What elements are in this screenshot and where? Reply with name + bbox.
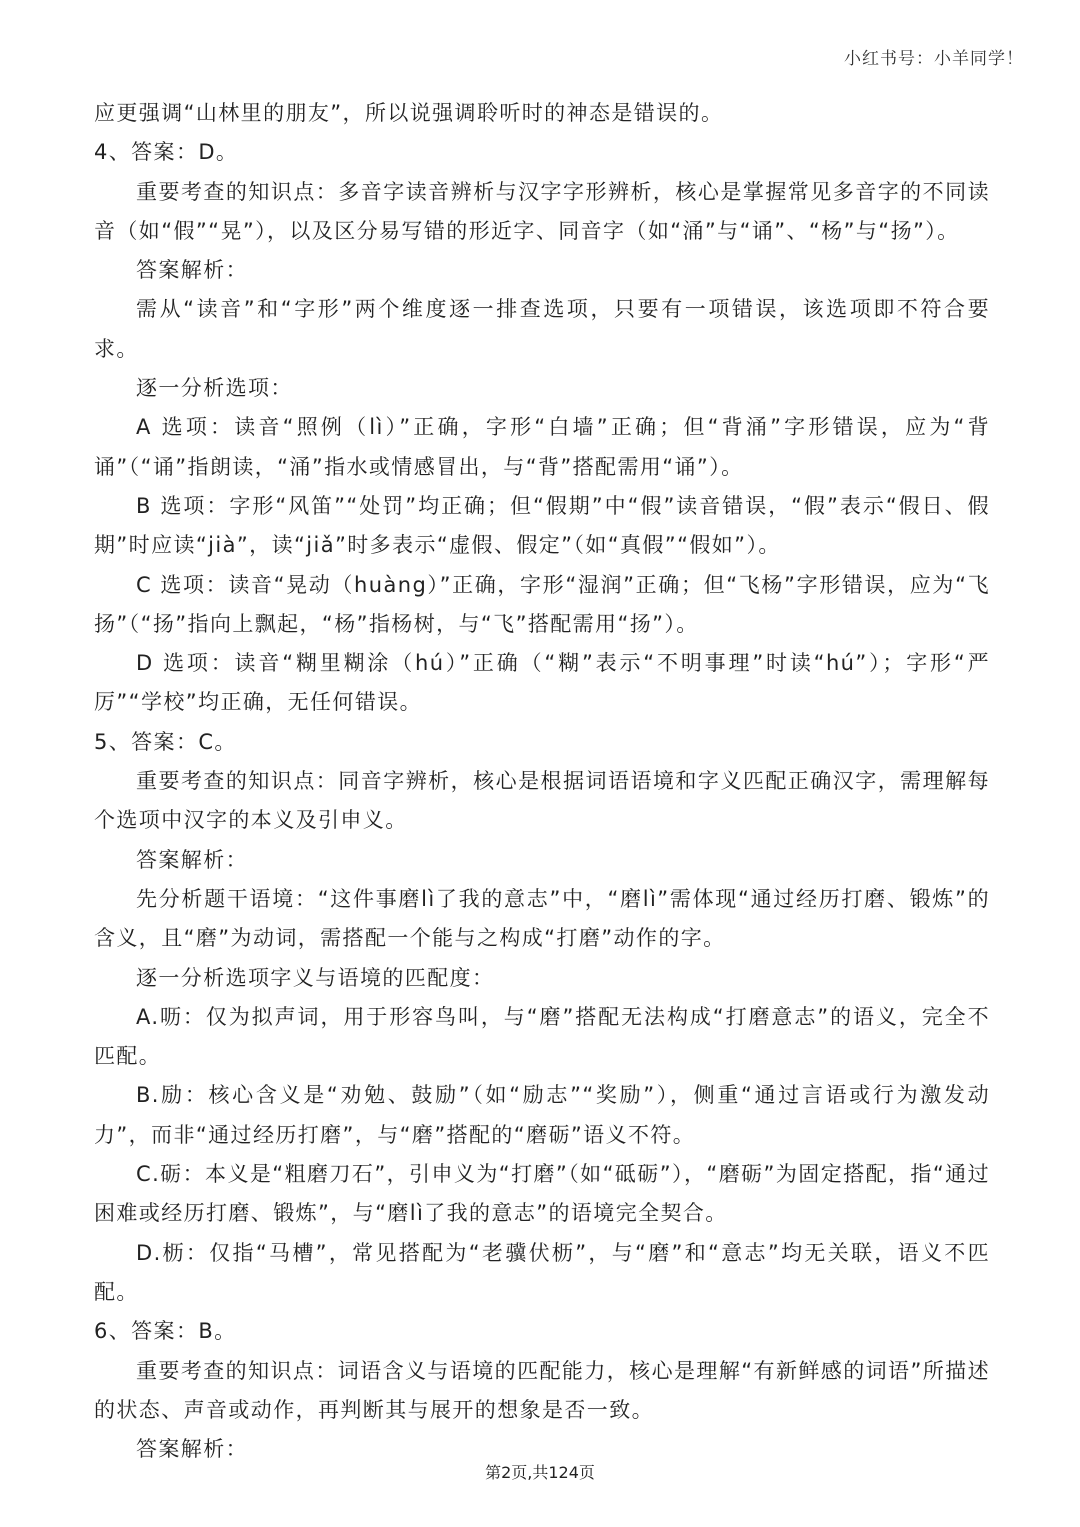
document-body [94, 94, 990, 1469]
watermark-text: 小红书号：小羊同学！ [844, 49, 1024, 69]
paragraph: 答案解析： [136, 847, 248, 872]
paragraph: 逐一分析选项： [136, 376, 293, 401]
paragraph: B 选项：字形“风笛”“处罚”均正确；但“假期”中“假”读音错误，“假”表示“假日、假期”时应读“jià”，读“jiǎ”时多表示“虚假、假定”（如“真假”“假如”）。 [94, 493, 990, 558]
paragraph: 重要考查的知识点：多音字读音辨析与汉字字形辨析，核心是掌握常见多音字的不同读音（如“假”“晃”），以及区分易写错的形近字、同音字（如“涌”与“诵”、“杨”与“扬”）。 [94, 179, 990, 243]
paragraph: C 选项：读音“晃动（huàng）”正确，字形“湿润”正确；但“飞杨”字形错误，应为“飞扬”（“扬”指向上飘起，“杨”指杨树，与“飞”搭配需用“扬”）。 [94, 572, 990, 636]
paragraph: C.砺：本义是“粗磨刀石”，引申义为“打磨”（如“砥砺”），“磨砺”为固定搭配，指“通过困难或经历打磨、锻炼”，与“磨lì了我的意志”的语境完全契合。 [94, 1162, 990, 1226]
page-number: 第2页,共124页 [485, 1463, 595, 1482]
paragraph: 答案解析： [136, 1437, 248, 1462]
paragraph: D 选项：读音“糊里糊涂（hú）”正确（“糊”表示“不明事理”时读“hú”）；字形“严厉”“学校”均正确，无任何错误。 [94, 651, 990, 715]
paragraph: 逐一分析选项字义与语境的匹配度： [136, 965, 495, 990]
answer-heading: 5、答案：C。 [94, 729, 237, 754]
paragraph: 先分析题干语境：“这件事磨lì了我的意志”中，“磨lì”需体现“通过经历打磨、锻炼”的含义，且“磨”为动词，需搭配一个能与之构成“打磨”动作的字。 [94, 886, 990, 951]
paragraph: 需从“读音”和“字形”两个维度逐一排查选项，只要有一项错误，该选项即不符合要求。 [94, 297, 990, 361]
paragraph: 答案解析： [136, 258, 248, 283]
paragraph: A 选项：读音“照例（lì）”正确，字形“白墙”正确；但“背涌”字形错误，应为“背诵”（“诵”指朗读，“涌”指水或情感冒出，与“背”搭配需用“诵”）。 [94, 415, 990, 479]
paragraph: A.呖：仅为拟声词，用于形容鸟叫，与“磨”搭配无法构成“打磨意志”的语义，完全不匹配。 [94, 1004, 990, 1069]
paragraph: D.枥：仅指“马槽”，常见搭配为“老骥伏枥”，与“磨”和“意志”均无关联，语义不匹配。 [94, 1240, 990, 1304]
paragraph: 应更强调“山林里的朋友”，所以说强调聆听时的神态是错误的。 [94, 101, 724, 125]
paragraph: 重要考查的知识点：同音字辨析，核心是根据词语语境和字义匹配正确汉字，需理解每个选项中汉字的本义及引申义。 [94, 769, 990, 833]
answer-heading: 4、答案：D。 [94, 140, 239, 165]
answer-heading: 6、答案：B。 [94, 1319, 237, 1344]
paragraph: B.励：核心含义是“劝勉、鼓励”（如“励志”“奖励”），侧重“通过言语或行为激发动力”，而非“通过经历打磨”，与“磨”搭配的“磨砺”语义不符。 [94, 1083, 990, 1147]
paragraph: 重要考查的知识点：词语含义与语境的匹配能力，核心是理解“有新鲜感的词语”所描述的状态、声音或动作，再判断其与展开的想象是否一致。 [94, 1358, 990, 1422]
